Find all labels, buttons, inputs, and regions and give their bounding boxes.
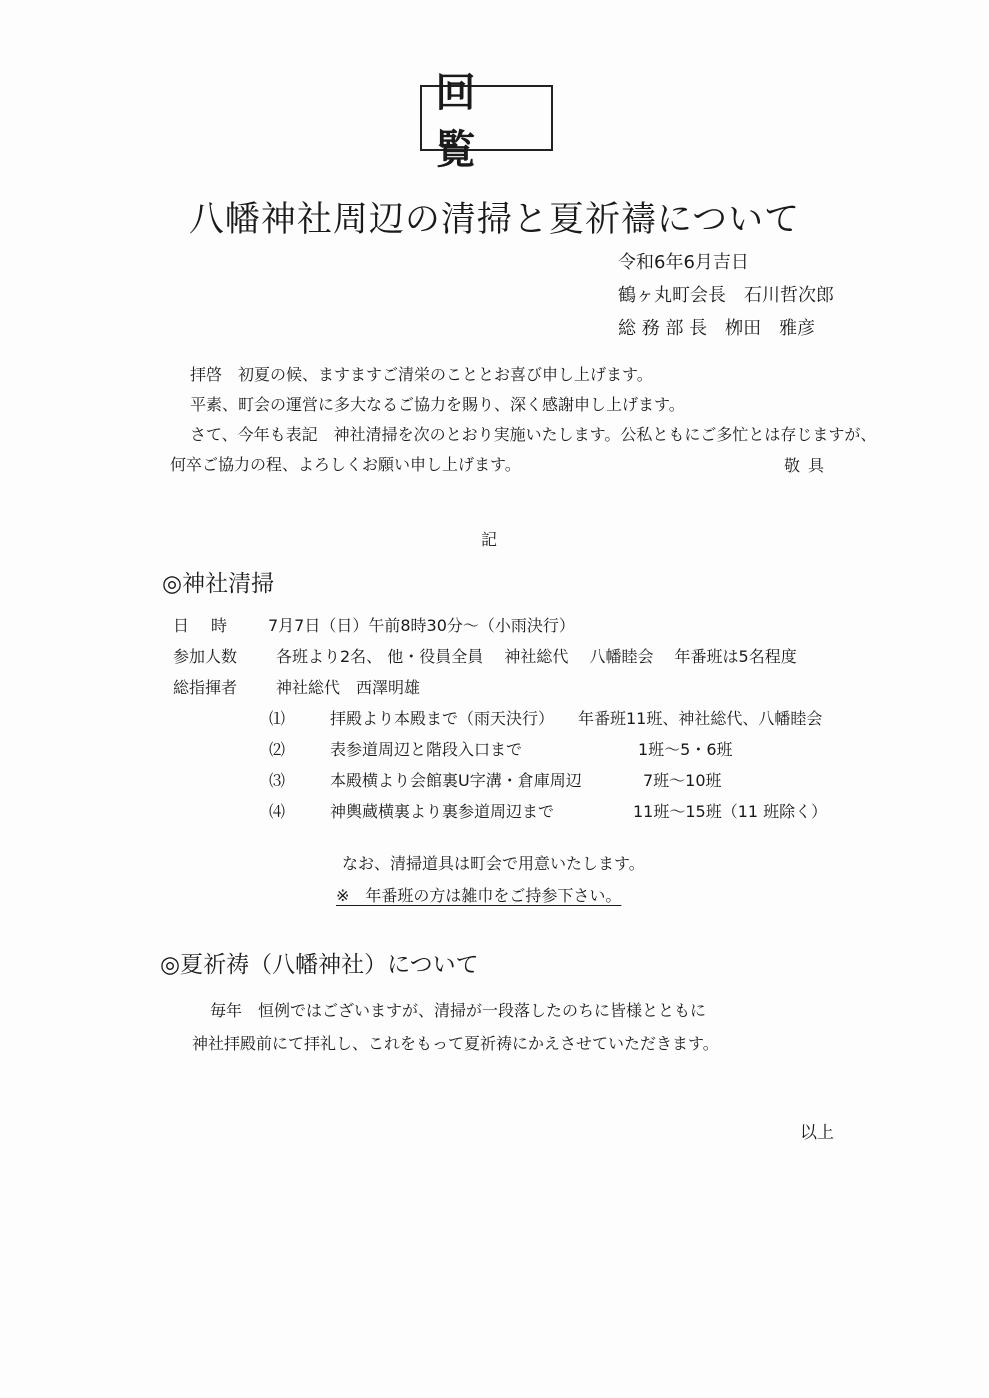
ki-marker: 記 bbox=[481, 530, 498, 549]
issuer-general-affairs: 総 務 部 長 栁田 雅彦 bbox=[618, 318, 816, 339]
task-groups: 1班～5・6班 bbox=[638, 740, 733, 759]
task-area: 本殿横より会館裏U字溝・倉庫周辺 bbox=[330, 771, 582, 790]
duster-note: ※ 年番班の方は雑巾をご持参下さい。 bbox=[336, 886, 622, 905]
prayer-line: 毎年 恒例ではございますが、清掃が一段落したのちに皆様とともに bbox=[210, 1001, 707, 1020]
detail-value: 神社総代 西澤明雄 bbox=[276, 678, 421, 697]
detail-label: 参加人数 bbox=[173, 647, 238, 666]
closing-ijou: 以上 bbox=[800, 1123, 834, 1143]
greeting-line: 拝啓 初夏の候、ますますご清栄のこととお喜び申し上げます。 bbox=[190, 365, 653, 384]
summer-prayer-text bbox=[192, 994, 719, 1060]
tools-note: なお、清掃道具は町会で用意いたします。 bbox=[342, 854, 645, 873]
task-number: ⑴ bbox=[269, 709, 286, 728]
task-groups: 11班～15班（11 班除く） bbox=[633, 802, 828, 821]
section-heading-summer-prayer: ◎夏祈祷（八幡神社）について bbox=[160, 952, 479, 978]
task-number: ⑵ bbox=[269, 740, 286, 759]
greeting-body bbox=[170, 360, 877, 480]
issue-date: 令和6年6月吉日 bbox=[618, 252, 749, 273]
prayer-line: 神社拝殿前にて拝礼し、これをもって夏祈祷にかえさせていただきます。 bbox=[192, 1034, 719, 1053]
issuer-chairman: 鶴ヶ丸町会長 石川哲次郎 bbox=[618, 285, 834, 306]
circulation-stamp-box: 回 覧 bbox=[420, 85, 553, 151]
task-groups: 7班～10班 bbox=[643, 771, 722, 790]
task-number: ⑷ bbox=[269, 802, 286, 821]
issuer-block bbox=[618, 246, 834, 345]
document-title: 八幡神社周辺の清掃と夏祈禱について bbox=[188, 200, 801, 240]
task-number: ⑶ bbox=[269, 771, 286, 790]
detail-label: 総指揮者 bbox=[173, 678, 238, 697]
greeting-line: 平素、町会の運営に多大なるご協力を賜り、深く感謝申し上げます。 bbox=[190, 395, 685, 414]
closing-keigu: 敬具 bbox=[784, 456, 833, 475]
greeting-line: さて、今年も表記 神社清掃を次のとおり実施いたします。公私ともにご多忙とは存じますが、 bbox=[190, 425, 877, 444]
detail-label: 日時 bbox=[173, 616, 250, 635]
detail-value: 7月7日（日）午前8時30分～（小雨決行） bbox=[268, 616, 575, 635]
task-groups: 年番班11班、神社総代、八幡睦会 bbox=[578, 709, 823, 728]
task-area: 拝殿より本殿まで（雨天決行） bbox=[330, 709, 555, 728]
detail-value: 各班より2名、 他・役員全員 神社総代 八幡睦会 年番班は5名程度 bbox=[276, 647, 797, 666]
task-area: 表参道周辺と階段入口まで bbox=[330, 740, 523, 759]
section-heading-shrine-cleaning: ◎神社清掃 bbox=[162, 571, 275, 597]
task-area: 神輿蔵横裏より裏参道周辺まで bbox=[330, 802, 555, 821]
greeting-line: 何卒ご協力の程、よろしくお願い申し上げます。 bbox=[170, 455, 521, 474]
